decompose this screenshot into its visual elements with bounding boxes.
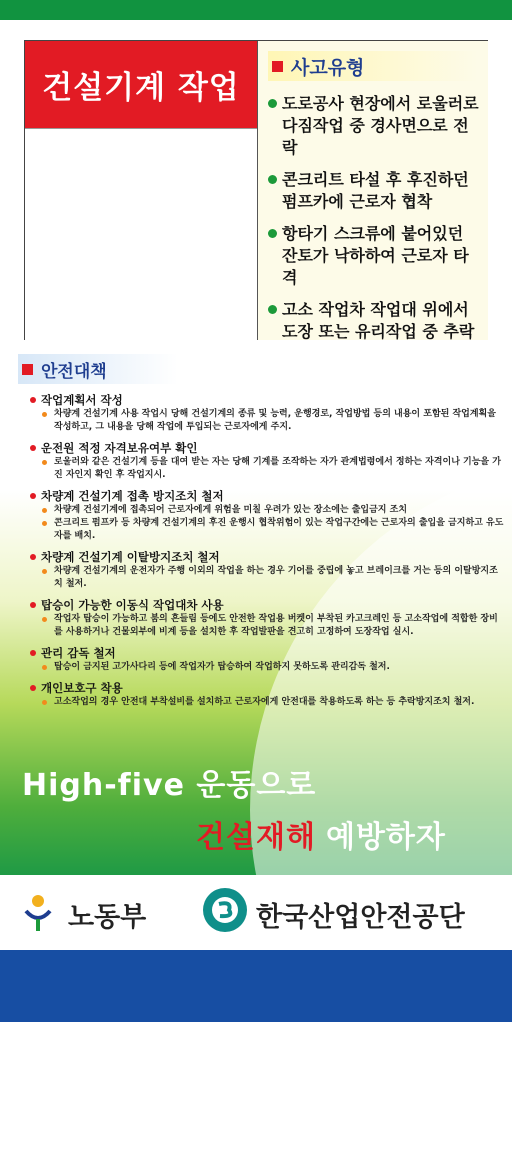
orange-dot-icon <box>42 412 47 417</box>
top-green-bar <box>0 0 512 20</box>
slogan-highlight: 건설 <box>196 820 256 855</box>
measure-detail: 로울러와 같은 건설기계 등을 대여 받는 자는 당해 기계를 조작하는 자가 관계법령에서 정하는 자격이나 기능을 가진 자인지 확인 후 작업지시. <box>30 456 506 482</box>
safety-measures-heading: 안전대책 <box>41 361 107 382</box>
orange-dot-icon <box>42 569 47 574</box>
red-square-icon <box>22 364 33 375</box>
measure-title: 운전원 적정 자격보유여부 확인 <box>30 440 506 456</box>
green-dot-icon <box>268 305 277 314</box>
orange-dot-icon <box>42 521 47 526</box>
ministry-name: 노동부 <box>68 902 147 933</box>
slogan-line-1: High-five 운동으로 <box>22 768 317 803</box>
red-dot-icon <box>30 445 36 451</box>
accident-item: 도로공사 현장에서 로울러로 다짐작업 중 경사면으로 전락 <box>266 93 484 159</box>
measure-title: 차량계 건설기계 접촉 방지조치 철저 <box>30 488 506 504</box>
measure-block <box>30 392 506 434</box>
poster-title: 건설기계 작업 <box>25 41 257 128</box>
red-dot-icon <box>30 493 36 499</box>
measure-detail: 콘크리트 펌프카 등 차량계 건설기계의 후진 운행시 협착위험이 있는 작업구간에는 근로자의 출입을 금지하고 유도자를 배치. <box>30 517 506 543</box>
agency-name: 한국산업안전공단 <box>256 902 465 933</box>
measure-detail: 작업자 탑승이 가능하고 붐의 흔들림 등에도 안전한 작업용 버켓이 부착된 카고크레인 등 고소작업에 적합한 장비를 사용하거나 건물외부에 비계 등을 설치한 후 작업발판을 견고히 고정하여 도장작업 실시. <box>30 613 506 639</box>
measure-title: 개인보호구 착용 <box>30 680 506 696</box>
safety-measures-header <box>18 354 178 384</box>
green-dot-icon <box>268 99 277 108</box>
red-dot-icon <box>30 685 36 691</box>
measure-detail: 탑승이 금지된 고가사다리 등에 작업자가 탑승하여 작업하지 못하도록 관리감독 철저. <box>30 661 506 674</box>
accident-types-list <box>266 93 484 353</box>
orange-dot-icon <box>42 665 47 670</box>
safety-measures-list <box>30 392 506 715</box>
orange-dot-icon <box>42 700 47 705</box>
green-dot-icon <box>268 229 277 238</box>
accident-item: 콘크리트 타설 후 후진하던 펌프카에 근로자 협착 <box>266 169 484 213</box>
measure-detail: 차량계 건설기계의 운전자가 주행 이외의 작업을 하는 경우 기어를 중립에 놓고 브레이크를 거는 등의 이탈방지조치 철저. <box>30 565 506 591</box>
red-dot-icon <box>30 554 36 560</box>
orange-dot-icon <box>42 617 47 622</box>
agency-logo-icon <box>202 887 248 933</box>
measure-block <box>30 549 506 591</box>
accident-types-heading: 사고유형 <box>291 56 365 79</box>
measure-block <box>30 645 506 674</box>
red-square-icon <box>272 61 283 72</box>
measure-block <box>30 597 506 639</box>
accident-types-panel <box>257 41 488 340</box>
red-dot-icon <box>30 397 36 403</box>
measure-title: 관리 감독 철저 <box>30 645 506 661</box>
measure-block <box>30 488 506 543</box>
measure-detail: 차량계 건설기계에 접촉되어 근로자에게 위험을 미칠 우려가 있는 장소에는 출입금지 조치 <box>30 504 506 517</box>
green-dot-icon <box>268 175 277 184</box>
slogan-line-2 <box>196 812 446 856</box>
measure-title: 작업계획서 작성 <box>30 392 506 408</box>
measure-detail: 차량계 건설기계 사용 작업시 당해 건설기계의 종류 및 능력, 운행경로, 작업방법 등의 내용이 포함된 작업계획을 작성하고, 그 내용을 당해 작업에 투입되는 근로자에게 주지. <box>30 408 506 434</box>
accident-types-header <box>268 51 478 81</box>
accident-item: 항타기 스크류에 붙어있던 잔토가 낙하하여 근로자 타격 <box>266 223 484 289</box>
orange-dot-icon <box>42 460 47 465</box>
measure-block <box>30 680 506 709</box>
ministry-logo-icon <box>20 891 56 933</box>
red-dot-icon <box>30 602 36 608</box>
header-box <box>24 40 488 340</box>
photo-area <box>25 128 257 341</box>
logo-band <box>0 875 512 950</box>
slogan-rest: 예방하자 <box>325 820 446 855</box>
bottom-blue-bar <box>0 950 512 1022</box>
measure-block <box>30 440 506 482</box>
measure-detail: 고소작업의 경우 안전대 부착설비를 설치하고 근로자에게 안전대를 착용하도록 하는 등 추락방지조치 철저. <box>30 696 506 709</box>
measure-title: 차량계 건설기계 이탈방지조치 철저 <box>30 549 506 565</box>
measure-title: 탑승이 가능한 이동식 작업대차 사용 <box>30 597 506 613</box>
slogan-highlight: 재해 <box>255 820 316 855</box>
red-dot-icon <box>30 650 36 656</box>
orange-dot-icon <box>42 508 47 513</box>
accident-item: 고소 작업차 작업대 위에서 도장 또는 유리작업 중 추락 <box>266 299 484 343</box>
